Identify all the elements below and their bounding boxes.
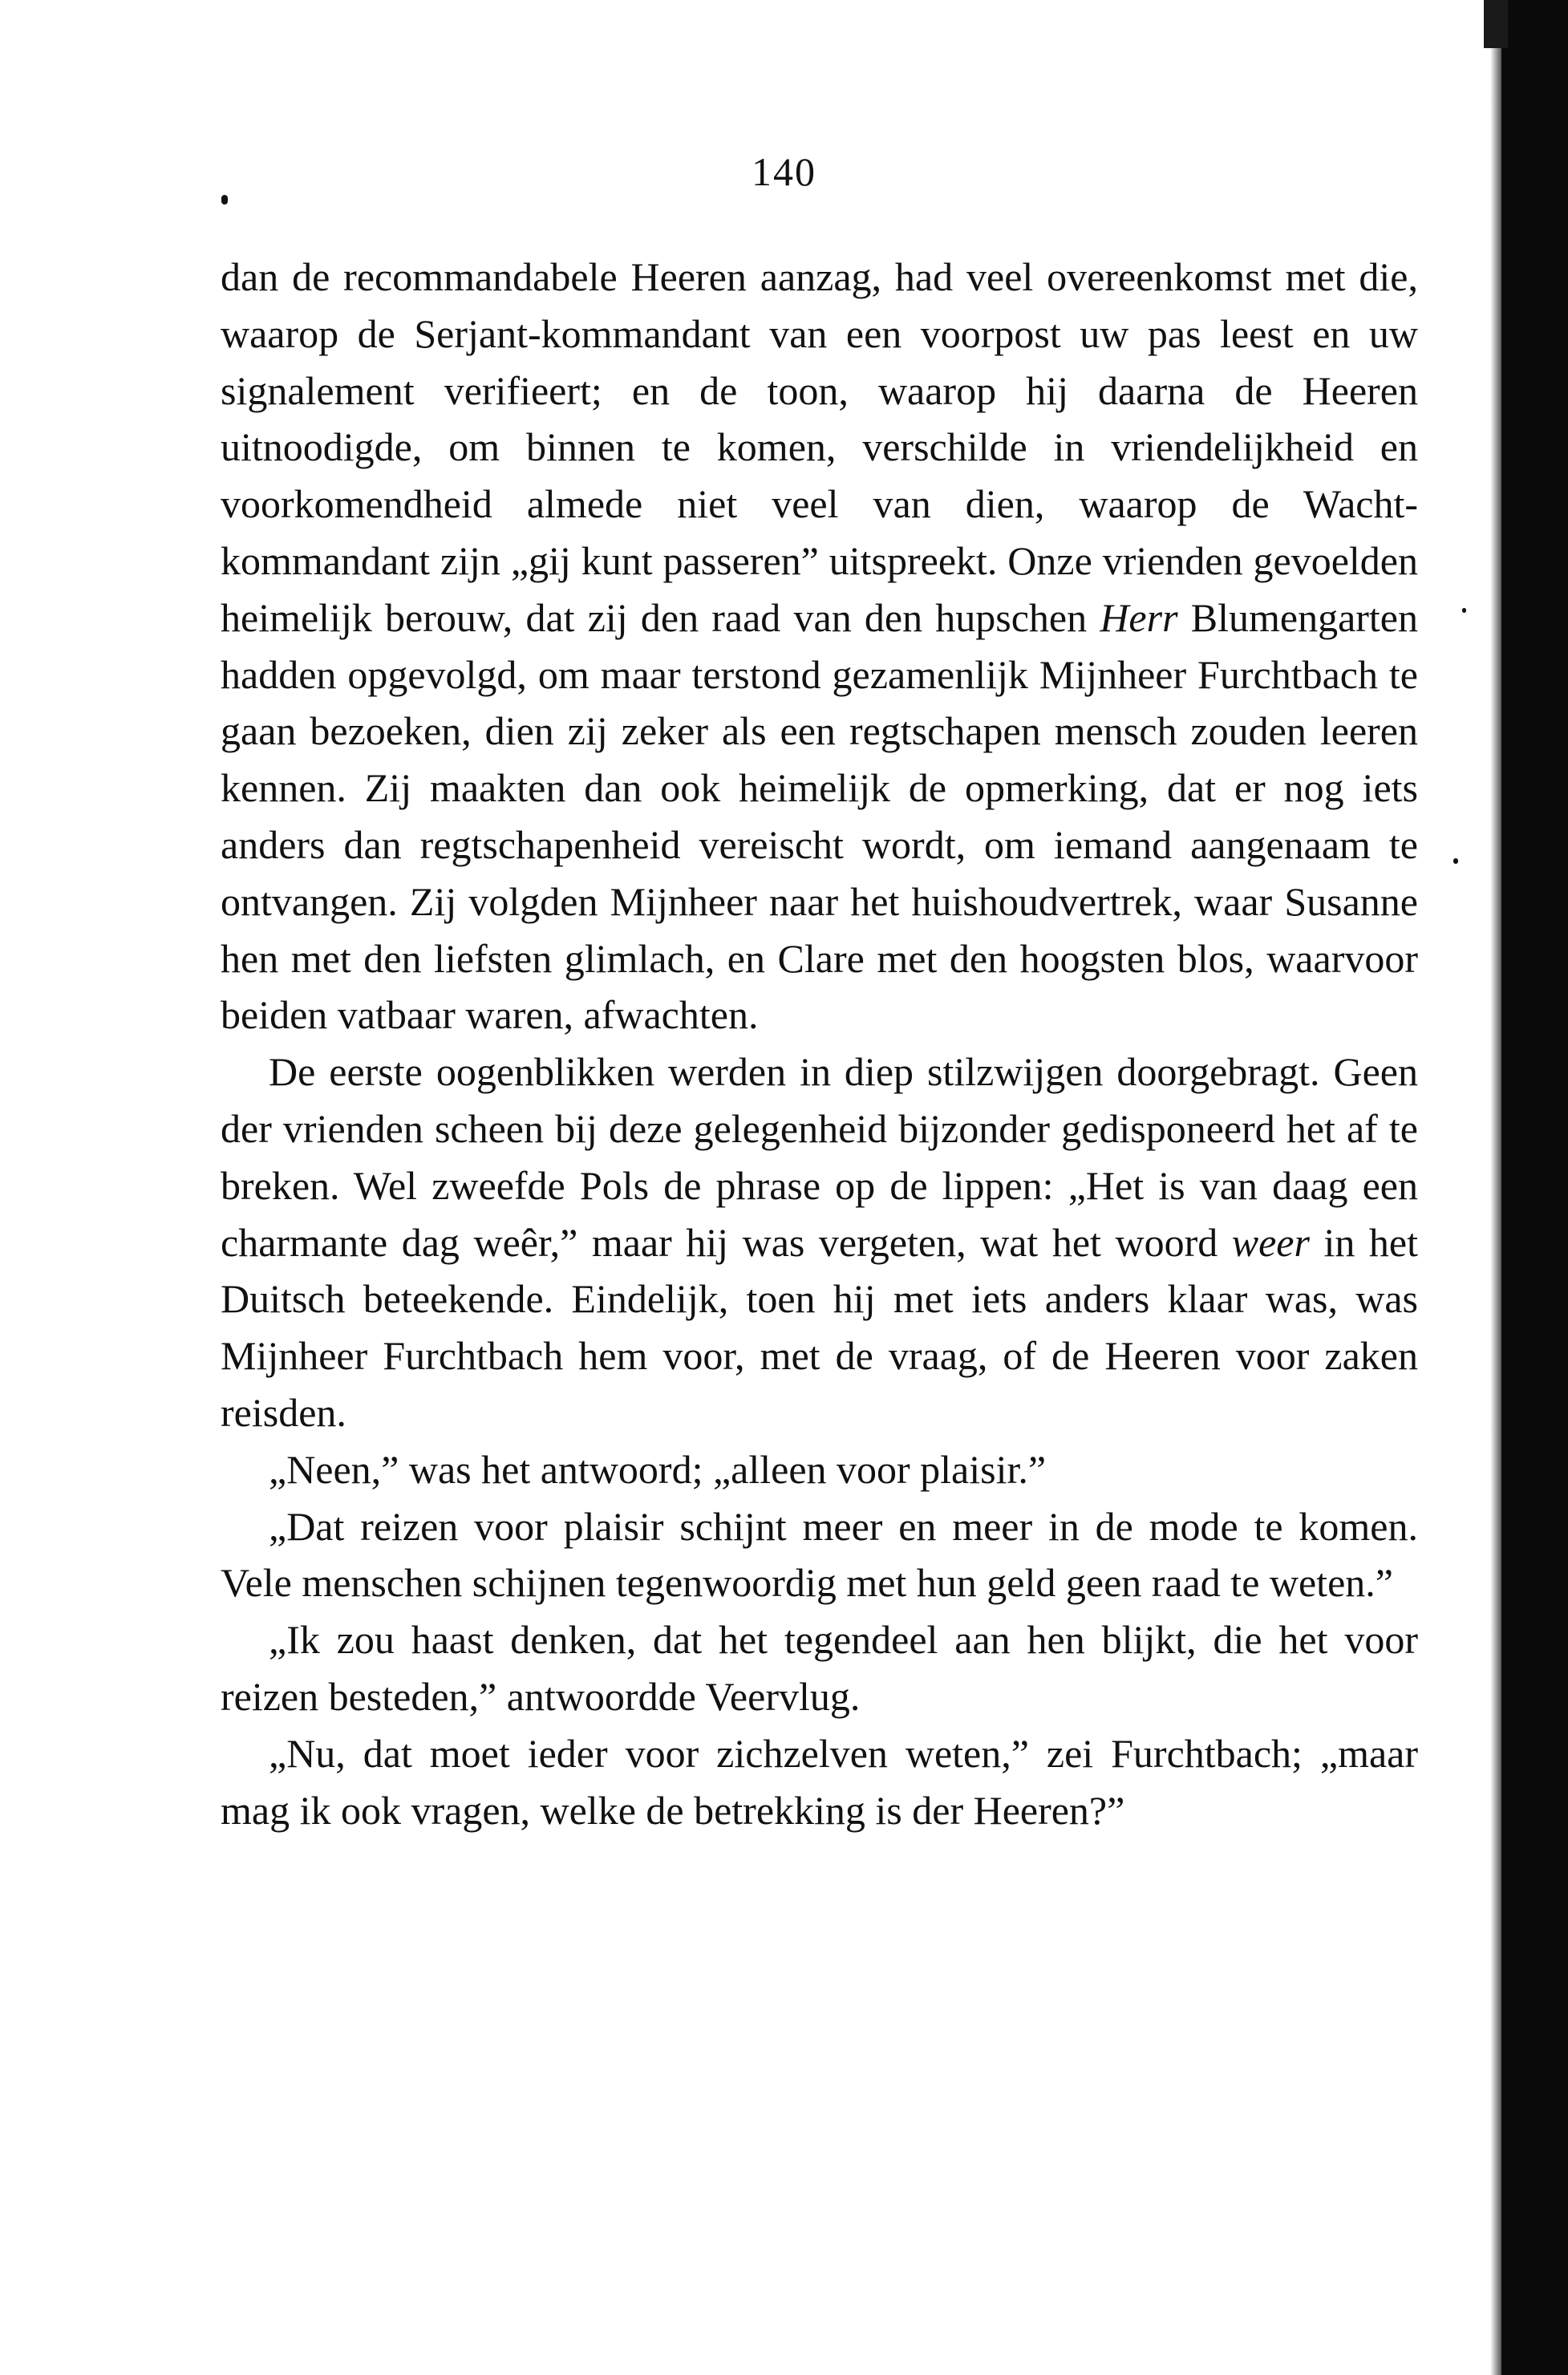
paragraph-4: „Dat reizen voor plaisir schijnt meer en meer in de mode te komen. Vele menschen schijnen tegenwoordig met hun geld geen raad te weten.” [221, 1503, 1418, 1606]
paragraph-3: „Neen,” was het antwoord; „alleen voor plaisir.” [269, 1446, 1047, 1492]
print-speck [1453, 858, 1458, 864]
paragraph-text: Blumengarten hadden opgevolgd, om maar terstond gezamenlijk Mijnheer Furchtbach te gaan bezoeken, dien zij zeker als een regtschapen mensch zouden leeren kennen. Zij maakten dan ook heimelijk de opmerking, dat er nog iets anders dan regtschapenheid vereischt wordt, om iemand aangenaam te ontvangen. Zij volgden Mijnheer naar het huishoudvertrek, waar Susanne hen met den liefsten glimlach, en Clare met den hoogsten blos, waarvoor beiden vatbaar waren, afwachten. [221, 594, 1419, 1038]
print-speck [1462, 608, 1466, 613]
body-text [221, 249, 1418, 1838]
italic-word: weer [1231, 1219, 1310, 1265]
paragraph-5: „Ik zou haast denken, dat het tegendeel aan hen blijkt, die het voor reizen besteden,” antwoordde Veervlug. [221, 1617, 1418, 1719]
book-spine [1501, 0, 1568, 2375]
paragraph-6: „Nu, dat moet ieder voor zichzelven weten,” zei Furchtbach; „maar mag ik ook vragen, welke de betrekking is der Heeren?” [221, 1730, 1418, 1833]
paragraph-1 [221, 249, 1418, 1044]
book-spine-top [1484, 0, 1508, 48]
paragraph-text: in het Duitsch beteekende. Eindelijk, toen hij met iets anders klaar was, was Mijnheer Furchtbach hem voor, met de vraag, of de Heeren voor zaken reisden. [221, 1219, 1418, 1435]
page-number: 140 [752, 149, 816, 194]
paragraph-text: De eerste oogenblikken werden in diep stilzwijgen doorgebragt. Geen der vrienden scheen bij deze gelegenheid bijzonder gedisponeerd het af te breken. Wel zweefde Pols de phrase op de lippen: „Het is van daag een charmante dag weêr,” maar hij was vergeten, wat het woord [221, 1049, 1418, 1265]
paragraph-text: dan de recommandabele Heeren aanzag, had veel overeenkomst met die, waarop de Serjant-kommandant van een voorpost uw pas leest en uw signalement verifieert; en de toon, waarop hij daarna de Heeren uitnoodigde, om binnen te komen, verschilde in vriendelijkheid en voorkomendheid almede niet veel van dien, waarop de Wacht-kommandant zijn „gij kunt passeren” uitspreekt. Onze vrienden gevoelden heimelijk berouw, dat zij den raad van den hupschen [221, 254, 1418, 640]
print-speck [221, 195, 228, 205]
paragraph-2 [221, 1044, 1418, 1441]
italic-word: Herr [1100, 594, 1178, 640]
